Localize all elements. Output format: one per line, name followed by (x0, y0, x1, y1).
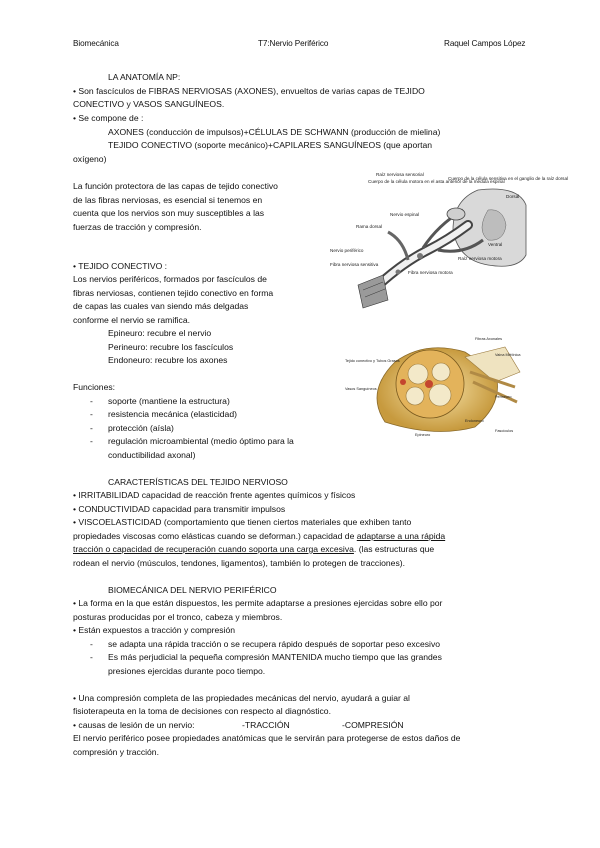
fig1-label-dorsal: Dorsal (506, 194, 520, 199)
func-item-1: soporte (mantiene la estructura) (108, 396, 230, 406)
func-item-4-cont: conductibilidad axonal) (108, 450, 196, 460)
protect-line-1: La función protectora de las capas de tejido conectivo (73, 181, 278, 191)
protect-line-4: fuerzas de tracción y compresión. (73, 222, 202, 232)
fig2-label-epineuro: Epineuro (415, 433, 431, 437)
biomec-title: BIOMECÁNICA DEL NERVIO PERIFÉRICO (108, 585, 277, 595)
anatomy-bullet-1a: • Son fascículos de FIBRAS NERVIOSAS (AXONES), envueltos de varias capas de TEJIDO (73, 86, 425, 96)
final-causa-compresion: -COMPRESIÓN (342, 720, 404, 730)
fig2-label-perineuro: Perineuro (495, 395, 512, 399)
protect-line-2: de las fibras nerviosas, es esencial si tenemos en (73, 195, 263, 205)
tejido-title: • TEJIDO CONECTIVO : (73, 261, 168, 271)
func-dash-1: - (90, 396, 93, 406)
func-item-3: protección (aísla) (108, 423, 174, 433)
fig1-label-nervio-periferico: Nervio periférico (330, 248, 364, 253)
anatomy-bullet-1b: CONECTIVO y VASOS SANGUÍNEOS. (73, 99, 225, 109)
biomec-forma-1: • La forma en la que están dispuestos, les permite adaptarse a presiones ejercidas sobre ello por (73, 598, 443, 608)
tejido-line-3: de capas las cuales van siendo más delgadas (73, 301, 249, 311)
caract-visco-4: rodean el nervio (músculos, tendones, ligamentos), también lo protegen de tracciones). (73, 558, 405, 568)
visco-3-text: . (las estructuras que (353, 544, 435, 554)
caract-visco-1: • VISCOELASTICIDAD (comportamiento que tienen ciertos materiales que exhiben tanto (73, 517, 412, 527)
func-dash-4: - (90, 436, 93, 446)
protect-line-3: cuenta que los nervios son muy susceptibles a las (73, 208, 265, 218)
spinal-nerve-figure (328, 170, 569, 310)
biomec-item-1: se adapta una rápida tracción o se recupera rápido después de soportar peso excesivo (108, 639, 441, 649)
fig1-label-nervio-espinal: Nervio espinal (390, 212, 420, 217)
funciones-title: Funciones: (73, 382, 116, 392)
visco-2-text: propiedades viscosas como elásticas cuando se deforman.) capacidad de (73, 531, 357, 541)
final-nervio-2: compresión y tracción. (73, 747, 159, 757)
anatomy-bullet-2: • Se compone de : (73, 113, 144, 123)
fig1-label-cuerpo-motora: Cuerpo de la célula motora en el asta anterior de la médula espinal (368, 179, 505, 184)
fig1-label-fibra-sensitiva: Fibra nerviosa sensitiva (330, 262, 379, 267)
header-right: Raquel Campos López (444, 39, 526, 48)
anatomy-title: LA ANATOMÍA NP: (108, 72, 181, 82)
biomec-dash-2: - (90, 652, 93, 662)
fig1-label-fibra-motora: Fibra nerviosa motora (408, 270, 453, 275)
final-nervio-1: El nervio periférico posee propiedades anatómicas que le servirán para protegerse de estos daños de (73, 733, 461, 743)
perineuro-line: Perineuro: recubre los fascículos (108, 342, 234, 352)
fig2-label-vaina: Vaina Miélínica (495, 353, 521, 357)
tejido-line-1: Los nervios periféricos, formados por fascículos de (73, 274, 267, 284)
fig1-label-raiz-motora: Raíz nerviosa motora (458, 256, 502, 261)
anatomy-comp-2: TEJIDO CONECTIVO (soporte mecánico)+CAPILARES SANGUÍNEOS (que aportan (108, 140, 433, 150)
caract-visco-3 (73, 543, 434, 556)
header-left: Biomecánica (73, 39, 119, 48)
func-item-4: regulación microambiental (medio óptimo para la (108, 436, 294, 446)
biomec-dash-1: - (90, 639, 93, 649)
final-causas: • causas de lesión de un nervio: (73, 720, 195, 730)
caract-conductividad: • CONDUCTIVIDAD capacidad para transmitir impulsos (73, 504, 286, 514)
caract-title: CARACTERÍSTICAS DEL TEJIDO NERVIOSO (108, 477, 288, 487)
tejido-line-2: fibras nerviosas, contienen tejido conectivo en forma (73, 288, 274, 298)
anatomy-comp-1: AXONES (conducción de impulsos)+CÉLULAS DE SCHWANN (producción de mielina) (108, 127, 441, 137)
epineuro-line: Epineuro: recubre el nervio (108, 328, 212, 338)
fig2-label-fibras: Fibras Axonales (475, 337, 503, 341)
fig2-label-tejido-conectivo: Tejido conectivo y Tubos Grasos (345, 359, 400, 363)
nerve-cross-section-figure (345, 332, 527, 438)
func-dash-2: - (90, 409, 93, 419)
fig1-label-raiz-sensorial: Raíz nerviosa sensorial (376, 172, 424, 177)
fig2-label-vasos: Vasos Sanguíneos (345, 387, 377, 391)
final-compresion-2: fisioterapeuta en la toma de decisiones con respecto al diagnóstico. (73, 706, 331, 716)
func-item-2: resistencia mecánica (elasticidad) (108, 409, 237, 419)
biomec-forma-2: posturas producidas por el tronco, cabeza y miembros. (73, 612, 283, 622)
visco-2-underlined: adaptarse a una rápida (356, 531, 446, 541)
final-compresion-1: • Una compresión completa de las propiedades mecánicas del nervio, ayudará a guiar al (73, 693, 410, 703)
biomec-item-2-cont: presiones ejercidas durante poco tiempo. (108, 666, 266, 676)
anatomy-comp-2b: oxígeno) (73, 154, 107, 164)
caract-irritabilidad: • IRRITABILIDAD capacidad de reacción frente agentes químicos y físicos (73, 490, 356, 500)
visco-3-underlined: tracción o capacidad de recuperación cuando soporta una carga excesiva (73, 544, 354, 554)
tejido-line-4: conforme el nervio se ramifica. (73, 315, 191, 325)
fig1-label-rama-dorsal: Rama dorsal (356, 224, 383, 229)
fig2-label-fasciculos: Fascículos (495, 429, 514, 433)
final-causa-traccion: -TRACCIÓN (242, 720, 290, 730)
biomec-expuestos: • Están expuestos a tracción y compresión (73, 625, 236, 635)
fig2-label-endoneuro: Endoneuro (465, 419, 484, 423)
fig1-label-cuerpo-sensitiva: Cuerpo de la célula sensitiva en el ganglio de la raíz dorsal (448, 176, 569, 181)
header-center: T7:Nervio Periférico (258, 39, 329, 48)
func-dash-3: - (90, 423, 93, 433)
endoneuro-line: Endoneuro: recubre los axones (108, 355, 228, 365)
caract-visco-2 (73, 530, 445, 543)
fig1-label-ventral: Ventral (488, 242, 503, 247)
biomec-item-2: Es más perjudicial la pequeña compresión MANTENIDA mucho tiempo que las grandes (108, 652, 442, 662)
